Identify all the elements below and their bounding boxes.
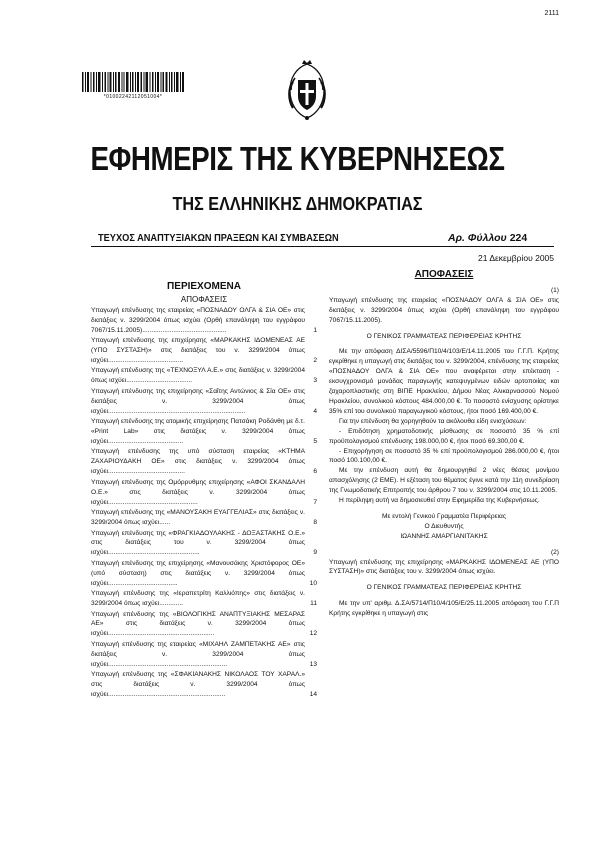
header-rule (91, 246, 554, 247)
contents-item-page: 9 (313, 549, 317, 557)
contents-item-page: 3 (313, 377, 317, 385)
contents-item-text: Υπαγωγή επένδυσης της «ΒΙΟΛΟΓΙΚΗΣ ΑΝΑΠΤΥΞΙΑΚΗΣ ΜΕΣΑΡΑΣ ΑΕ» στις διατάξεις ν. 3299/2004 όπως ισχύει.......................................................... (91, 610, 305, 638)
contents-item-text: Υπαγωγή επένδυσης της επιχείρησης «Μανουσάκης Χριστόφορος ΟΕ» (υπό σύσταση) στις διατάξεις ν. 3299/2004 όπως ισχύει...................................... (91, 559, 305, 587)
contents-item-page: 8 (313, 519, 317, 526)
decisions-heading: ΑΠΟΦΑΣΕΙΣ (414, 269, 474, 280)
decision-paragraph: Με την απόφαση ΔΙΣΑ/5596/Π10/4/103/Ε/14.11.2005 του Γ.Γ.Π. Κρήτης εγκρίθηκε η υπαγωγή στις διατάξεις του ν. 3299/2004, επένδυσης της εταιρείας «ΠΟΣΝΑΔΟΥ ΟΛΓΑ & ΣΙΑ ΟΕ» που αναφέρεται στην επέκταση - εκσυγχρονισμό μονάδας παραγωγής κατεψυγμένων ειδών αρτοποιίας και ζαχαροπλαστικής στη ΒΙΠΕ Ηρακλείου, Δήμου Νέας Αλικαρνασσού Νομού Ηρακλείου, συνολικού κόστους 484.000,00 €. Το ποσοστό ενίσχυσης ορίστηκε 35% επί του συνολικού παραγωγικού κόστους, ήτοι ποσό 169.400,00 €. (329, 348, 559, 415)
contents-list (91, 306, 317, 700)
contents-item (91, 529, 317, 559)
decision-title: Υπαγωγή επένδυσης της εταιρείας «ΠΟΣΝΑΔΟΥ ΟΛΓΑ & ΣΙΑ ΟΕ» στις διατάξεις ν. 3299/2004 όπως ισχύει (Ορθή επανάληψη του εγγράφου 7067/15.11.2005). (329, 296, 559, 324)
contents-item (91, 366, 317, 386)
decisions-column (329, 270, 559, 619)
gazette-title: ΕΦΗΜΕΡΙΣ ΤΗΣ ΚΥΒΕΡΝΗΣΕΩΣ (90, 140, 505, 177)
decision-title: Υπαγωγή επένδυσης της επιχείρησης «ΜΑΡΚΑΚΗΣ ΙΔΟΜΕΝΕΑΣ ΑΕ (ΥΠΟ ΣΥΣΤΑΣΗ)» στις διατάξεις του ν. 3299/2004 όπως ισχύει. (329, 558, 559, 576)
contents-item (91, 387, 317, 417)
contents-item-text: Υπαγωγή επένδυσης της επιχείρησης «Σαΐτης Αντώνιος & Σία ΟΕ» στις διατάξεις ν. 3299/2004 όπως ισχύει........................................................................... (91, 387, 305, 415)
contents-item-page: 13 (309, 660, 317, 668)
contents-item (91, 610, 317, 640)
decision-number: (2) (550, 548, 559, 556)
contents-heading: ΠΕΡΙΕΧΟΜΕΝΑ (167, 281, 241, 292)
page-number: 2111 (544, 10, 559, 17)
contents-item-text: Υπαγωγή επένδυσης της ατομικής επιχείρησης Πατσάκη Ροδάνθη με δ.τ. «Print Lab» στις διατάξεις ν. 3299/2004 όπως ισχύει......................................... (91, 418, 305, 445)
gazette-subtitle: ΤΗΣ ΕΛΛΗΝΙΚΗΣ ΔΗΜΟΚΡΑΤΙΑΣ (172, 194, 423, 214)
contents-item-page: 11 (310, 600, 317, 608)
coat-of-arms-emblem (284, 58, 330, 122)
contents-item (91, 670, 317, 700)
contents-item (91, 508, 317, 528)
contents-item-text: Υπαγωγή επένδυσης της «ΦΡΑΓΚΙΑΔΟΥΛΑΚΗΣ - ΔΟΞΑΣΤΑΚΗΣ Ο.Ε.» στις διατάξεις του ν. 3299/2004 όπως ισχύει.................................................. (91, 529, 305, 557)
barcode (82, 72, 184, 92)
contents-item (91, 640, 317, 670)
contents-item-page: 14 (309, 690, 317, 698)
contents-item-text: Υπαγωγή επένδυσης της «ΤΕΧΝΟΞΥΛ Α.Ε.» στις διατάξεις ν. 3299/2004 όπως ισχύει.................................... (91, 367, 305, 385)
decision-paragraph: - Επιχορήγηση σε ποσοστό 35 % επί προϋπολογισμού 286.000,00 €, ήτοι ποσό 100.100,00 €. (329, 447, 559, 465)
contents-item-page: 4 (313, 407, 317, 415)
sheet-number (448, 232, 527, 244)
sheet-number-value: 224 (509, 232, 528, 244)
contents-item-text: Υπαγωγή επένδυσης της «Ιεραπετρίτη Καλλιόπης» στις διατάξεις ν. 3299/2004 όπως ισχύει............. (91, 590, 305, 608)
decision-authority: Ο ΓΕΝΙΚΟΣ ΓΡΑΜΜΑΤΕΑΣ ΠΕΡΙΦΕΡΕΙΑΣ ΚΡΗΤΗΣ (366, 332, 522, 340)
issue-type: ΤΕΥΧΟΣ ΑΝΑΠΤΥΞΙΑΚΩΝ ΠΡΑΞΕΩΝ ΚΑΙ ΣΥΜΒΑΣΕΩΝ (98, 232, 339, 244)
contents-item (91, 306, 317, 336)
contents-item-text: Υπαγωγή επένδυσης της Ομόρρυθμης επιχείρησης «ΑΦΟΙ ΣΚΑΝΔΑΛΗ Ο.Ε.» στις διατάξεις ν. 3299/2004 όπως ισχύει................................................. (91, 478, 305, 506)
contents-item-page: 6 (313, 468, 317, 476)
signature-title: Ο Διευθυντής (424, 522, 464, 530)
contents-item-text: Υπαγωγή επένδυσης της εταιρείας «ΠΟΣΝΑΔΟΥ ΟΛΓΑ & ΣΙΑ ΟΕ» στις διατάξεις ν. 3299/2004 όπως ισχύει (Ορθή επανάληψη του εγγράφου 7067/15.11.2005).............................................. (91, 306, 305, 334)
decision-authority: Ο ΓΕΝΙΚΟΣ ΓΡΑΜΜΑΤΕΑΣ ΠΕΡΙΦΕΡΕΙΑΣ ΚΡΗΤΗΣ (366, 584, 522, 592)
contents-item-text: Υπαγωγή επένδυσης της υπό σύσταση εταιρείας «ΚΤΗΜΑ ΖΑΧΑΡΙΟΥΔΑΚΗ ΟΕ» στις διατάξεις ν. 3299/2004 όπως ισχύει.......................................... (91, 448, 305, 476)
decision-paragraph: Με την υπ' αριθμ. Δ.ΣΑ/5714/Π10/4/105/Ε/25.11.2005 απόφαση του Γ.Γ.Π Κρήτης εγκρίθηκε η υπαγωγή στις (329, 600, 559, 618)
contents-item-page: 5 (313, 437, 317, 445)
contents-item-page: 1 (313, 326, 317, 334)
decision-paragraph: Με την επένδυση αυτή θα δημιουργηθεί 2 νέες θέσεις μονίμου απασχόλησης (2 ΕΜΕ). Η εξέταση του θέματος έγινε κατά την 11η συνεδρίαση της Γνωμοδοτικής Επιτροπής του άρθρου 7 του ν. 3299/2004 στις 10.11.2005. (329, 467, 559, 495)
decision-paragraph: Η περίληψη αυτή να δημοσιευθεί στην Εφημερίδα της Κυβερνήσεως. (339, 497, 540, 505)
signature-line: Με εντολή Γενικού Γραμματέα Περιφέρειας (381, 512, 507, 520)
decision-paragraph: - Επιδότηση χρηματοδοτικής μίσθωσης σε ποσοστό 35 % επί προϋπολογισμού επένδυσης 198.000,00 €, ήτοι ποσό 69.300,00 €. (329, 427, 559, 445)
signature-name: ΙΩΑΝΝΗΣ ΑΜΑΡΓΙΑΝΙΤΑΚΗΣ (400, 532, 488, 540)
contents-item (91, 478, 317, 508)
barcode-number: *01002242112051004* (103, 94, 163, 100)
contents-item (91, 417, 317, 447)
contents-item-text: Υπαγωγή επένδυσης της επιχείρησης «ΜΑΡΚΑΚΗΣ ΙΔΟΜΕΝΕΑΣ ΑΕ (ΥΠΟ ΣΥΣΤΑΣΗ)» στις διατάξεις του ν. 3299/2004 όπως ισχύει......................................... (91, 337, 305, 364)
contents-item (91, 589, 317, 609)
contents-item (91, 559, 317, 589)
sheet-label: Αρ. Φύλλου (448, 232, 507, 244)
contents-item-page: 10 (309, 579, 317, 587)
contents-item-page: 2 (313, 356, 317, 364)
contents-item (91, 336, 317, 366)
contents-item (91, 447, 317, 477)
contents-subheading: ΑΠΟΦΑΣΕΙΣ (180, 294, 228, 304)
contents-item-page: 12 (309, 630, 317, 638)
contents-item-text: Υπαγωγή επένδυσης της εταιρείας «ΜΙΧΑΗΛ ΖΑΜΠΕΤΑΚΗΣ ΑΕ» στις διατάξεις ν. 3299/2004 όπως ισχύει................................................................. (91, 640, 305, 668)
contents-item-text: Υπαγωγή επένδυσης της «ΣΦΑΚΙΑΝΑΚΗΣ ΝΙΚΟΛΑΟΣ ΤΟΥ ΧΑΡΑΛ.» στις διατάξεις ν. 3299/2004 όπως ισχύει................................................................ (91, 671, 305, 698)
decision-paragraph: Για την επένδυση θα χορηγηθούν τα ακόλουθα είδη ενισχύσεων: (339, 417, 527, 425)
decision-number: (1) (550, 286, 559, 294)
contents-item-page: 7 (313, 498, 317, 506)
contents-item-text: Υπαγωγή επένδυσης της «ΜΑΝΟΥΣΑΚΗ ΕΥΑΓΓΕΛΙΑΣ» στις διατάξεις ν. 3299/2004 όπως ισχύει...... (91, 509, 305, 526)
issue-date: 21 Δεκεμβρίου 2005 (477, 253, 554, 263)
contents-column (91, 280, 317, 700)
